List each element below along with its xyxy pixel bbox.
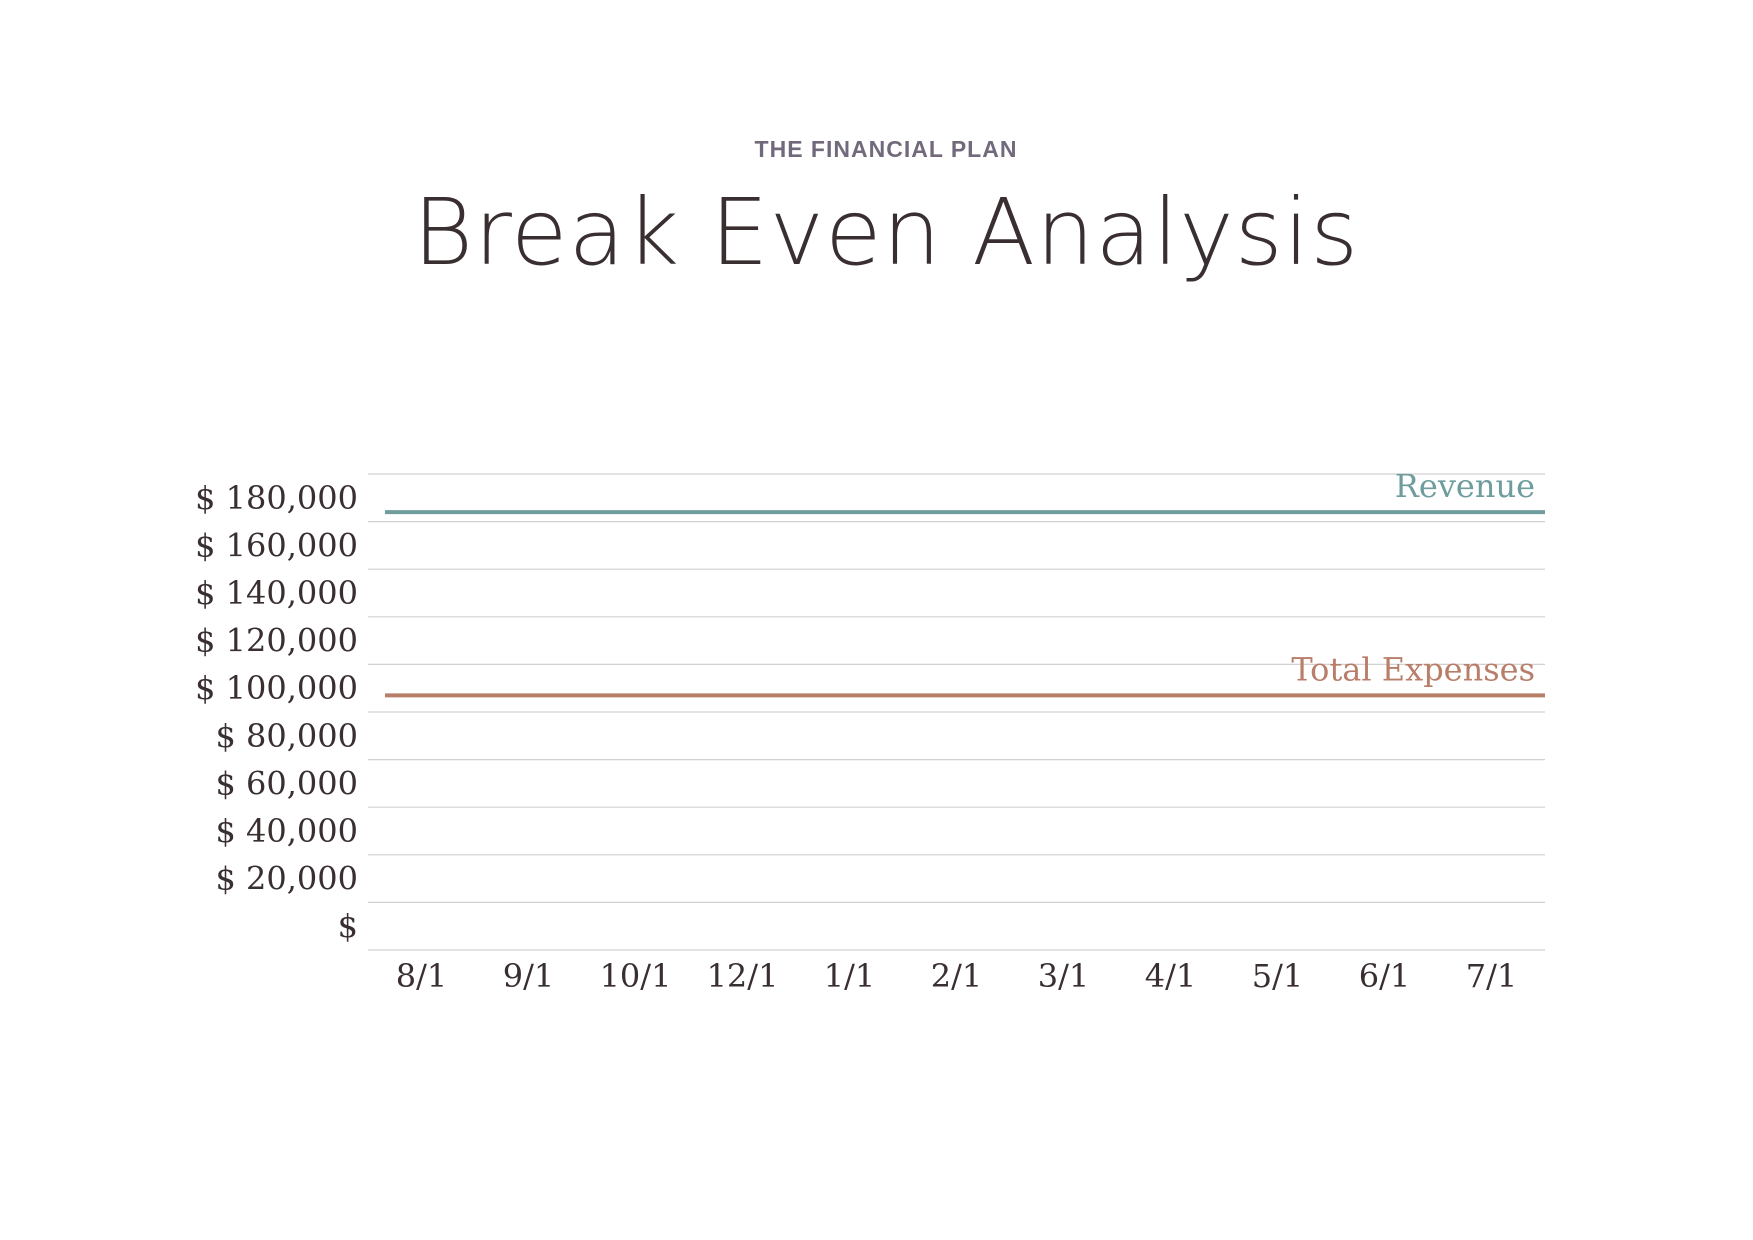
series-label-revenue: Revenue <box>1394 467 1535 506</box>
x-tick-label: 9/1 <box>502 957 555 995</box>
x-axis-tick-labels <box>396 957 1518 995</box>
x-tick-label: 5/1 <box>1251 957 1304 995</box>
y-tick-label: $ 80,000 <box>215 716 358 755</box>
y-tick-label: $ 140,000 <box>195 574 358 612</box>
y-tick-label: $ 20,000 <box>215 859 358 898</box>
y-tick-label: $ 180,000 <box>195 478 358 517</box>
x-tick-label: 3/1 <box>1037 957 1090 995</box>
y-tick-label: $ 160,000 <box>195 526 358 565</box>
y-tick-label: $ 100,000 <box>195 669 358 708</box>
y-tick-label: $ 60,000 <box>215 764 358 803</box>
section-eyebrow: THE FINANCIAL PLAN <box>754 136 1018 162</box>
page-title: Break Even Analysis <box>412 179 1360 286</box>
y-tick-label: $ <box>337 907 358 946</box>
series-label-total-expenses: Total Expenses <box>1291 650 1535 689</box>
x-tick-label: 7/1 <box>1465 957 1518 995</box>
y-tick-label: $ 120,000 <box>195 621 358 660</box>
x-tick-label: 1/1 <box>823 957 876 995</box>
x-tick-label: 12/1 <box>706 957 779 995</box>
grid-lines <box>368 474 1545 950</box>
x-tick-label: 2/1 <box>930 957 983 995</box>
y-axis-tick-labels <box>195 479 358 945</box>
y-tick-label: $ 40,000 <box>215 812 358 850</box>
x-tick-label: 8/1 <box>395 957 448 995</box>
series-labels <box>1291 467 1535 688</box>
x-tick-label: 6/1 <box>1358 957 1411 995</box>
x-tick-label: 4/1 <box>1144 957 1197 995</box>
x-tick-label: 10/1 <box>599 957 672 995</box>
